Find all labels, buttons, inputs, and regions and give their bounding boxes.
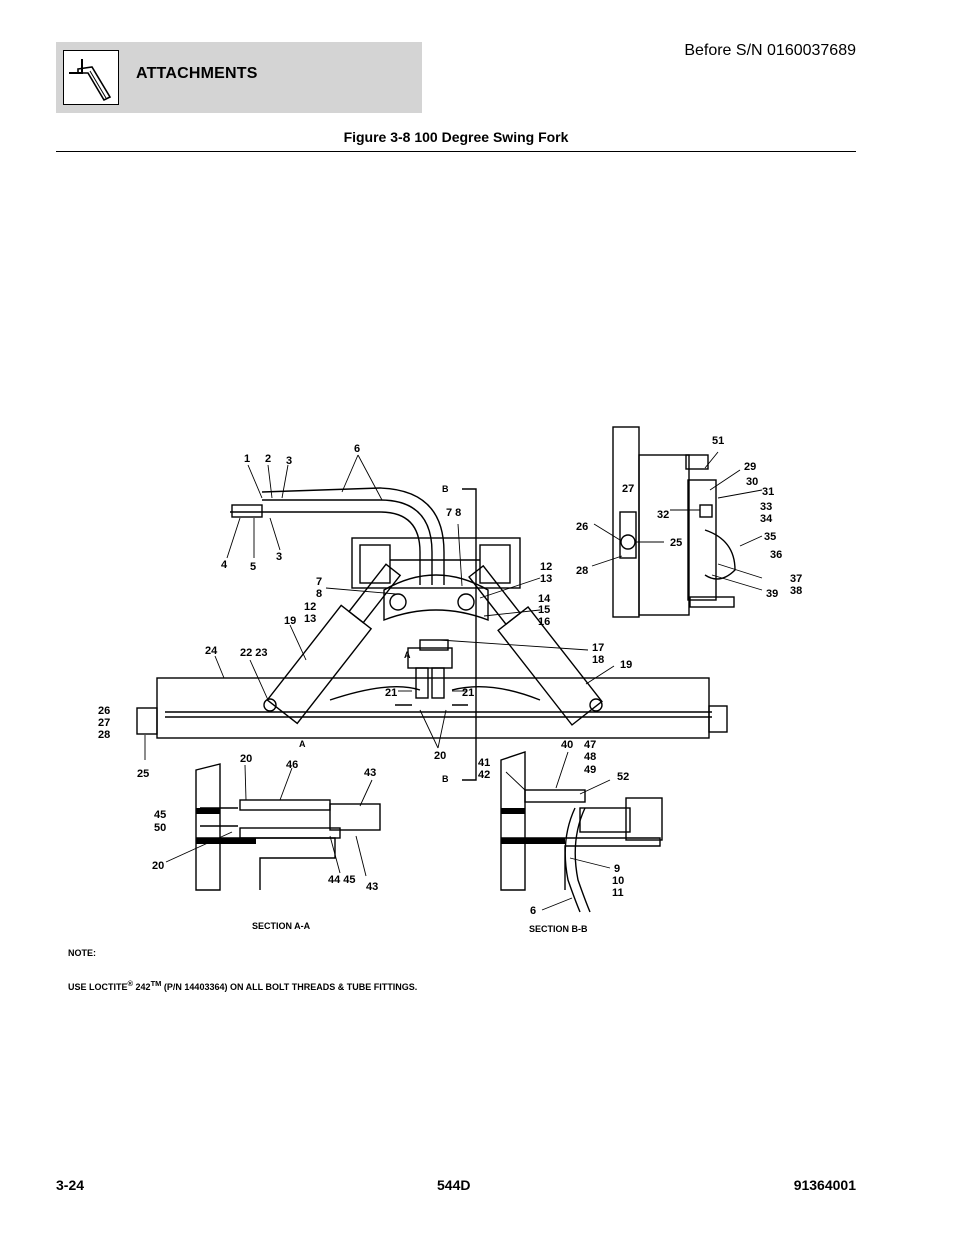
callout-18: 18	[592, 654, 605, 666]
callout-38: 38	[790, 585, 803, 597]
section-marker-a-bottom: A	[299, 739, 306, 749]
callout-15: 15	[538, 604, 551, 616]
callout-26b: 26	[576, 521, 589, 533]
callout-1: 1	[244, 453, 251, 465]
callout-37: 37	[790, 573, 803, 585]
trademark-mark: TM	[150, 979, 162, 988]
note-heading: NOTE:	[68, 948, 96, 958]
callout-12: 12	[304, 601, 317, 613]
callout-25b: 25	[670, 537, 683, 549]
callout-4: 4	[221, 559, 228, 571]
callout-19: 19	[284, 615, 297, 627]
registered-mark: ®	[127, 979, 134, 988]
callout-33: 33	[760, 501, 773, 513]
callout-44-45: 44 45	[328, 874, 356, 886]
callout-6: 6	[354, 443, 361, 455]
callout-48: 48	[584, 751, 597, 763]
section-aa-label: SECTION A-A	[252, 921, 311, 931]
callout-5: 5	[250, 561, 257, 573]
note-text-pre: USE LOCTITE	[68, 982, 128, 992]
section-marker-b-bottom: B	[442, 774, 449, 784]
note-line	[68, 979, 417, 992]
callout-26: 26	[98, 705, 111, 717]
serial-number: Before S/N 0160037689	[684, 42, 856, 59]
callout-13: 13	[304, 613, 317, 625]
callout-2: 2	[265, 453, 272, 465]
callout-27b: 27	[622, 483, 635, 495]
callout-3b: 3	[276, 551, 283, 563]
section-bb-label: SECTION B-B	[529, 924, 588, 934]
note-part-number: 242	[133, 982, 151, 992]
callout-40: 40	[561, 739, 574, 751]
callout-28b: 28	[576, 565, 589, 577]
callout-35: 35	[764, 531, 777, 543]
figure-title: Figure 3-8 100 Degree Swing Fork	[343, 129, 569, 145]
note-text-post: (P/N 14403364) ON ALL BOLT THREADS & TUBE FITTINGS.	[161, 982, 418, 992]
callout-10: 10	[612, 875, 625, 887]
callout-21: 21	[385, 687, 398, 699]
callout-20: 20	[434, 750, 447, 762]
callout-29: 29	[744, 461, 757, 473]
callout-50: 50	[154, 822, 167, 834]
callout-6b: 6	[530, 905, 537, 917]
callout-34: 34	[760, 513, 773, 525]
callout-43b: 43	[366, 881, 379, 893]
callout-8: 8	[316, 588, 323, 600]
callout-28: 28	[98, 729, 111, 741]
callout-24: 24	[205, 645, 218, 657]
callout-47: 47	[584, 739, 597, 751]
callout-31: 31	[762, 486, 775, 498]
callout-11: 11	[612, 887, 624, 899]
section-title: ATTACHMENTS	[136, 65, 258, 82]
callout-52: 52	[617, 771, 630, 783]
callout-36: 36	[770, 549, 783, 561]
callout-41: 41	[478, 757, 491, 769]
page-number: 3-24	[56, 1177, 85, 1193]
document-number: 91364001	[793, 1177, 856, 1193]
callout-51: 51	[712, 435, 725, 447]
callout-14: 14	[538, 593, 551, 605]
callout-30: 30	[746, 476, 759, 488]
callout-19b: 19	[620, 659, 633, 671]
section-marker-b-top: B	[442, 484, 449, 494]
callout-21b: 21	[462, 687, 475, 699]
callout-32: 32	[657, 509, 670, 521]
callout-13b: 13	[540, 573, 553, 585]
callout-9: 9	[614, 863, 621, 875]
callout-43: 43	[364, 767, 377, 779]
callout-42: 42	[478, 769, 491, 781]
callout-46: 46	[286, 759, 299, 771]
callout-25: 25	[137, 768, 150, 780]
callout-7: 7	[316, 576, 323, 588]
callout-45: 45	[154, 809, 167, 821]
callout-7-8: 7 8	[446, 507, 462, 519]
callout-20c: 20	[152, 860, 165, 872]
callout-27: 27	[98, 717, 111, 729]
callout-22-23: 22 23	[240, 647, 268, 659]
callout-20b: 20	[240, 753, 253, 765]
callout-17: 17	[592, 642, 605, 654]
callout-12b: 12	[540, 561, 553, 573]
callout-16: 16	[538, 616, 551, 628]
callout-49: 49	[584, 764, 597, 776]
callout-39: 39	[766, 588, 779, 600]
callout-3: 3	[286, 455, 293, 467]
section-marker-a-top: A	[404, 650, 411, 660]
model-number: 544D	[437, 1177, 471, 1193]
